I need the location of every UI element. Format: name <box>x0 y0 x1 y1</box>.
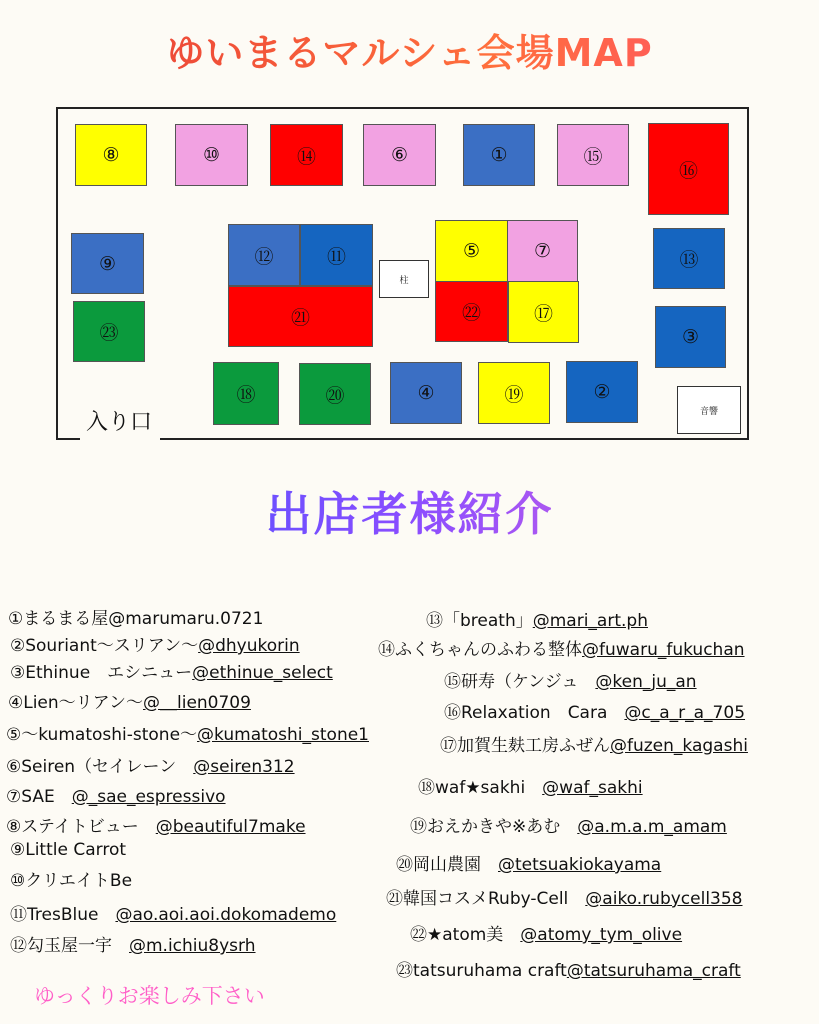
vendor-10: ⑩クリエイトBe <box>10 871 133 891</box>
booth-14: ⑭ <box>270 124 343 186</box>
booth-4: ④ <box>390 362 462 424</box>
booth-18: ⑱ <box>213 362 279 425</box>
vendor-5-handle[interactable]: @kumatoshi_stone1 <box>197 725 369 745</box>
booth-3: ③ <box>655 306 726 368</box>
vendor-17: ⑰加賀生麸工房ふぜん@fuzen_kagashi <box>440 736 748 756</box>
booth-6: ⑥ <box>363 124 436 186</box>
vendor-7-handle[interactable]: @_sae_espressivo <box>71 787 226 807</box>
map-wall-right <box>160 438 749 440</box>
booth-16: ⑯ <box>648 123 729 215</box>
vendor-19-handle[interactable]: @a.m.a.m_amam <box>577 817 727 837</box>
booth-10: ⑩ <box>175 124 248 186</box>
vendor-15: ⑮研寿（ケンジュ @ken_ju_an <box>444 672 697 692</box>
booth-23: ㉓ <box>73 301 145 362</box>
booth-8: ⑧ <box>75 124 147 186</box>
vendor-14: ⑭ふくちゃんのふわる整体@fuwaru_fukuchan <box>378 640 745 660</box>
vendor-4-handle[interactable]: @＿lien0709 <box>143 693 251 713</box>
vendor-23: ㉓tatsuruhama craft@tatsuruhama_craft <box>396 961 741 981</box>
booth-15: ⑮ <box>557 124 629 186</box>
pillar: 柱 <box>379 260 429 298</box>
vendor-2: ②Souriant〜スリアン〜@dhyukorin <box>10 636 300 656</box>
booth-13: ⑬ <box>653 228 725 289</box>
booth-5: ⑤ <box>435 220 508 282</box>
vendor-16: ⑯Relaxation Cara @c_a_r_a_705 <box>444 703 746 723</box>
vendor-6-handle[interactable]: @seiren312 <box>193 757 295 777</box>
vendor-20-handle[interactable]: @tetsuakiokayama <box>498 855 662 875</box>
vendor-11-handle[interactable]: @ao.aoi.aoi.dokomademo <box>115 905 337 925</box>
booth-9: ⑨ <box>71 233 144 294</box>
vendor-8-handle[interactable]: @beautiful7make <box>155 817 306 837</box>
vendor-1: ①まるまる屋@marumaru.0721 <box>8 609 264 629</box>
vendor-14-handle[interactable]: @fuwaru_fukuchan <box>582 640 745 660</box>
vendor-section-title: 出店者様紹介 <box>0 478 819 544</box>
vendor-11: ⑪TresBlue @ao.aoi.aoi.dokomademo <box>10 905 337 925</box>
sound-equipment: 音響 <box>677 386 741 434</box>
vendor-7: ⑦SAE @_sae_espressivo <box>6 787 226 807</box>
entrance-label: 入り口 <box>86 410 153 435</box>
booth-17: ⑰ <box>508 281 579 343</box>
vendor-12: ⑫勾玉屋一宇 @m.ichiu8ysrh <box>10 936 256 956</box>
vendor-16-handle[interactable]: @c_a_r_a_705 <box>624 703 746 723</box>
vendor-15-handle[interactable]: @ken_ju_an <box>595 672 697 692</box>
vendor-19: ⑲おえかきや※あむ @a.m.a.m_amam <box>410 817 727 837</box>
vendor-8: ⑧ステイトビュー @beautiful7make <box>6 817 306 837</box>
booth-2: ② <box>566 361 638 423</box>
vendor-22-handle[interactable]: @atomy_tym_olive <box>520 925 683 945</box>
vendor-18-handle[interactable]: @waf_sakhi <box>542 778 643 798</box>
booth-21: ㉑ <box>228 286 373 347</box>
vendor-17-handle[interactable]: @fuzen_kagashi <box>610 736 748 756</box>
booth-12: ⑫ <box>228 224 300 286</box>
booth-22: ㉒ <box>435 281 508 342</box>
booth-1: ① <box>463 124 535 186</box>
vendor-4: ④Lien〜リアン〜@＿lien0709 <box>8 693 251 713</box>
footer-message: ゆっくりお楽しみ下さい <box>34 984 265 1008</box>
vendor-13: ⑬「breath」@mari_art.ph <box>426 611 648 631</box>
vendor-23-handle[interactable]: @tatsuruhama_craft <box>566 961 741 981</box>
booth-19: ⑲ <box>478 362 550 424</box>
vendor-22: ㉒★atom美 @atomy_tym_olive <box>410 925 683 945</box>
booth-7: ⑦ <box>507 220 578 282</box>
vendor-13-handle[interactable]: @mari_art.ph <box>532 611 648 631</box>
page-title: ゆいまるマルシェ会場MAP <box>0 22 819 77</box>
vendor-3-handle[interactable]: @ethinue_select <box>192 663 333 683</box>
vendor-2-handle[interactable]: @dhyukorin <box>198 636 300 656</box>
booth-20: ⑳ <box>299 363 371 425</box>
vendor-21: ㉑韓国コスメRuby-Cell @aiko.rubycell358 <box>386 889 743 909</box>
vendor-20: ⑳岡山農園 @tetsuakiokayama <box>396 855 662 875</box>
vendor-9: ⑨Little Carrot <box>10 840 127 860</box>
vendor-5: ⑤〜kumatoshi-stone〜@kumatoshi_stone1 <box>6 725 369 745</box>
vendor-12-handle[interactable]: @m.ichiu8ysrh <box>129 936 256 956</box>
vendor-18: ⑱waf★sakhi @waf_sakhi <box>418 778 643 798</box>
map-wall-left <box>56 438 80 440</box>
booth-11: ⑪ <box>300 224 373 286</box>
vendor-3: ③Ethinue エシニュー@ethinue_select <box>10 663 333 683</box>
vendor-6: ⑥Seiren（セイレーン @seiren312 <box>6 757 295 777</box>
vendor-21-handle[interactable]: @aiko.rubycell358 <box>585 889 743 909</box>
